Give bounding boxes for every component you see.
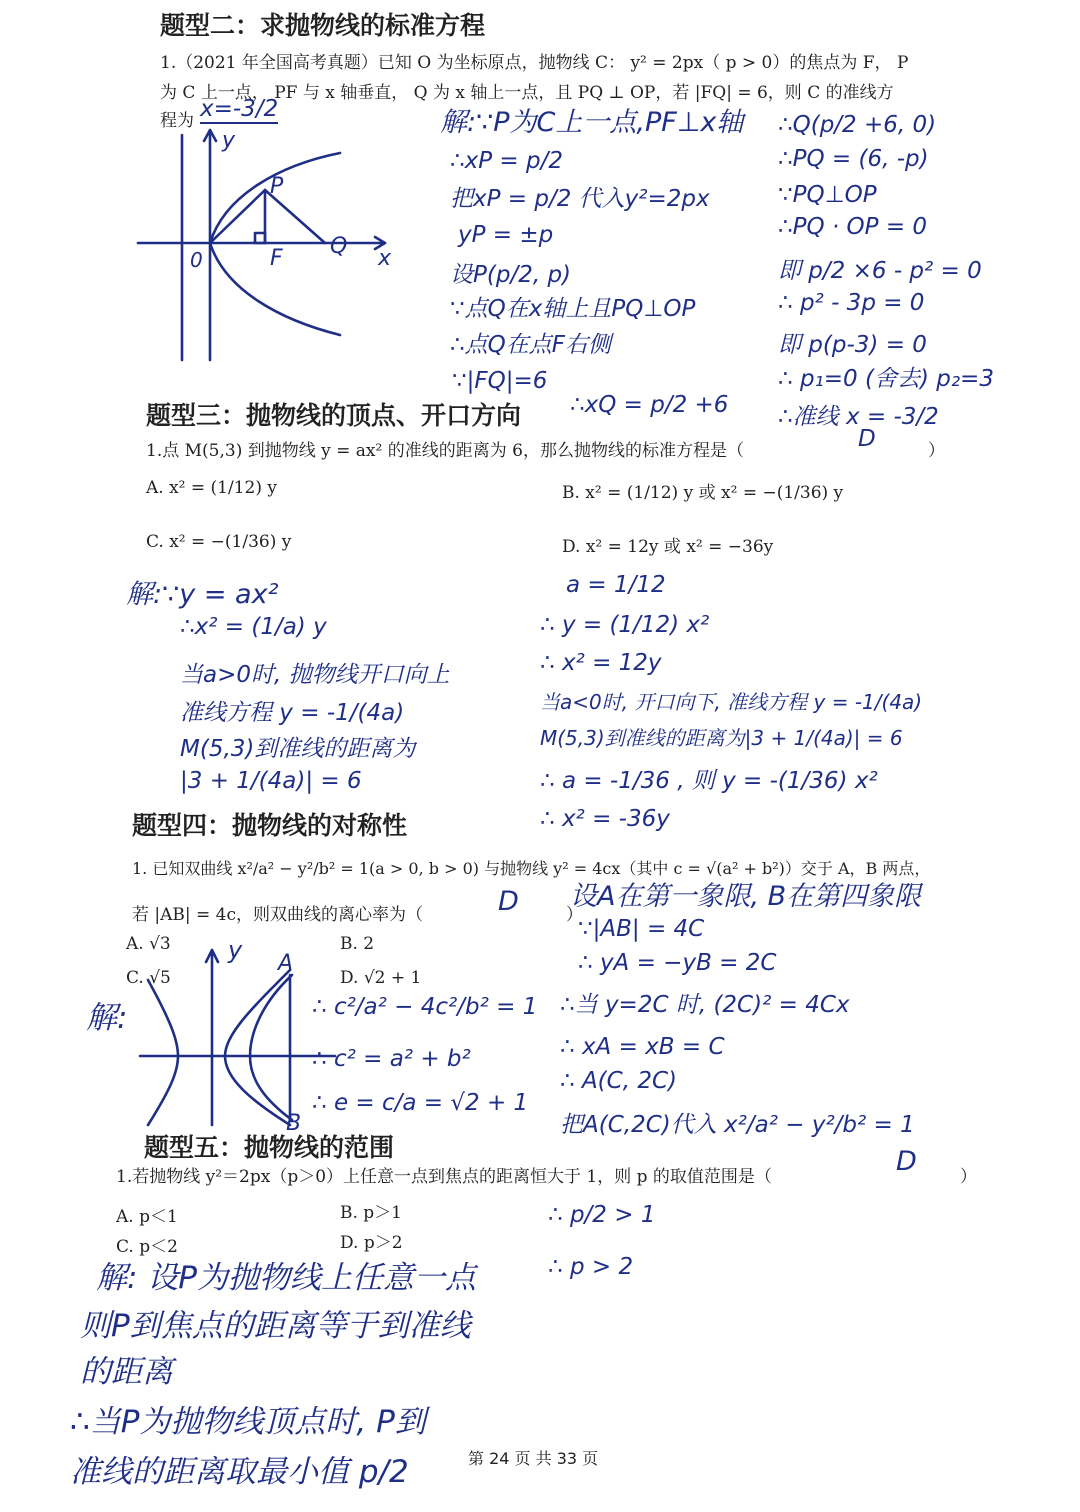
s4-question-line2: 若 |AB| = 4c，则双曲线的离心率为（ [132,905,424,925]
fig1-label-f: F [270,246,283,271]
fig2-label-y: y [228,936,243,964]
section-4-heading: 题型四：抛物线的对称性 [132,811,408,840]
s4-option-c: C. √5 [126,968,171,988]
s2-parabola-figure [130,125,430,365]
s2-sol-left-0: 解:∵P为C上一点,PF⊥x轴 [440,107,744,138]
s2-sol-right-6: 即 p(p-3) = 0 [778,332,927,358]
s4-sol-mid-1: ∴ c² = a² + b² [312,1046,471,1072]
s5-sol-left-2: 的距离 [80,1354,173,1390]
s3-sol-right-5: ∴ a = -1/36 , 则 y = -(1/36) x² [540,768,878,794]
s5-option-a: A. p＜1 [116,1207,178,1227]
s3-sol-right-6: ∴ x² = -36y [540,806,670,832]
s4-sol-right-5: ∴ A(C, 2C) [560,1068,677,1094]
s2-sol-right-2: ∵PQ⊥OP [778,182,877,208]
section-2-heading: 题型二：求抛物线的标准方程 [160,11,486,40]
hyperbola-right-branch [225,970,290,1125]
s4-sol-right-1: ∵|AB| = 4C [578,916,705,942]
fig2-parabola [250,975,292,1120]
s2-question-line3: 程为 [160,111,194,131]
s4-option-b: B. 2 [340,934,375,954]
s4-handwritten-answer: D [498,886,519,917]
s3-handwritten-answer: D [858,426,876,452]
right-angle-mark [255,233,265,243]
s3-option-c: C. x² = −(1/36) y [146,532,292,552]
section-5-heading: 题型五：抛物线的范围 [144,1133,395,1162]
s2-sol-right-8: ∴准线 x = -3/2 [778,404,939,430]
segment-op [210,190,265,243]
s4-question-close: ） [566,905,583,925]
s4-sol-right-6: 把A(C,2C)代入 x²/a² − y²/b² = 1 [560,1112,915,1138]
s2-handwritten-answer: x=-3/2 [200,96,279,122]
fig2-label-b: B [286,1111,302,1136]
page-footer: 第 24 页 共 33 页 [468,1449,599,1468]
s2-sol-right-4: 即 p/2 ×6 - p² = 0 [778,258,982,284]
s2-question-line2: 为 C 上一点， PF 与 x 轴垂直， Q 为 x 轴上一点，且 PQ ⊥ OP，若 |FQ| = 6，则 C 的准线方 [160,83,894,103]
hyperbola-left-branch [148,980,178,1125]
s2-question-line1: 1.（2021 年全国高考真题）已知 O 为坐标原点，抛物线 C： y² = 2px（ p > 0）的焦点为 F， P [160,53,909,73]
s5-handwritten-answer: D [896,1146,917,1177]
s4-sol-mid-0: ∴ c²/a² − 4c²/b² = 1 [312,994,538,1020]
fig1-label-y: y [222,128,236,153]
s3-sol-right-0: a = 1/12 [566,572,666,598]
s2-sol-left-2: 把xP = p/2 代入y²=2px [450,186,710,212]
s2-sol-left-7: ∵|FQ|=6 [452,368,548,394]
fig1-label-x: x [378,246,392,271]
s5-sol-left-4: 准线的距离取最小值 p/2 [70,1454,409,1490]
fig1-label-q: Q [330,234,348,259]
s5-sol-left-3: ∴当P为抛物线顶点时, P到 [70,1404,426,1440]
s4-option-d: D. √2 + 1 [340,968,422,988]
s5-option-c: C. p＜2 [116,1237,178,1257]
s3-question-close: ） [928,441,945,461]
s5-option-d: D. p＞2 [340,1233,403,1253]
s2-sol-left-3: yP = ±p [458,222,554,248]
s3-sol-right-2: ∴ x² = 12y [540,650,662,676]
s2-sol-left-6: ∴点Q在点F右侧 [450,332,611,358]
fig2-label-a: A [278,951,294,976]
s3-option-d: D. x² = 12y 或 x² = −36y [562,537,774,557]
s3-sol-left-5: |3 + 1/(4a)| = 6 [180,768,362,794]
s3-sol-left-4: M(5,3)到准线的距离为 [180,736,416,762]
s4-sol-right-3: ∴当 y=2C 时, (2C)² = 4Cx [560,992,850,1018]
s2-sol-left-8: ∴xQ = p/2 +6 [570,392,729,418]
s5-sol-left-1: 则P到焦点的距离等于到准线 [80,1308,471,1344]
fig1-label-p: P [270,174,284,199]
s5-question-close: ） [960,1167,977,1187]
s2-sol-right-1: ∴PQ = (6, -p) [778,146,929,172]
s4-sol-jie: 解: [86,1000,128,1036]
s3-option-b: B. x² = (1/12) y 或 x² = −(1/36) y [562,483,844,503]
s3-question: 1.点 M(5,3) 到抛物线 y = ax² 的准线的距离为 6，那么抛物线的标准方程是（ [146,441,744,461]
s2-sol-left-5: ∵点Q在x轴上且PQ⊥OP [450,296,696,322]
s3-sol-left-2: 当a>0时, 抛物线开口向上 [180,662,450,688]
s5-sol-left-0: 解: 设P为抛物线上任意一点 [96,1260,476,1296]
s3-sol-right-1: ∴ y = (1/12) x² [540,612,710,638]
s4-sol-right-0: 设A在第一象限, B在第四象限 [570,881,922,912]
s2-sol-left-4: 设P(p/2, p) [450,262,572,288]
s3-sol-right-4: M(5,3)到准线的距离为|3 + 1/(4a)| = 6 [540,726,903,750]
s2-sol-right-5: ∴ p² - 3p = 0 [778,290,925,316]
fig1-label-o: 0 [190,248,203,272]
s5-question: 1.若抛物线 y²＝2px（p＞0）上任意一点到焦点的距离恒大于 1，则 p 的取值范围是（ [116,1167,772,1187]
s4-sol-right-2: ∴ yA = −yB = 2C [578,950,777,976]
s3-sol-right-3: 当a<0时, 开口向下, 准线方程 y = -1/(4a) [540,690,923,714]
s2-sol-right-3: ∴PQ · OP = 0 [778,214,928,240]
s5-sol-right-0: ∴ p/2 > 1 [548,1202,656,1228]
s4-question-line1: 1. 已知双曲线 x²/a² − y²/b² = 1(a > 0, b > 0) 与抛物线 y² = 4cx（其中 c = √(a² + b²)）交于 A，B 两点， [132,859,931,878]
s2-sol-right-0: ∴Q(p/2 +6, 0) [778,112,937,138]
s3-sol-left-3: 准线方程 y = -1/(4a) [180,700,405,726]
s3-option-a: A. x² = (1/12) y [146,478,277,498]
s2-sol-right-7: ∴ p₁=0 (舍去) p₂=3 [778,366,994,392]
s4-sol-mid-2: ∴ e = c/a = √2 + 1 [312,1090,529,1116]
s4-sol-right-4: ∴ xA = xB = C [560,1034,725,1060]
s5-option-b: B. p＞1 [340,1203,402,1223]
s3-sol-left-1: ∴x² = (1/a) y [180,614,327,640]
s4-option-a: A. √3 [126,934,171,954]
s5-sol-right-1: ∴ p > 2 [548,1254,634,1280]
section-3-heading: 题型三：抛物线的顶点、开口方向 [146,401,522,430]
s2-sol-left-1: ∴xP = p/2 [450,148,563,174]
s3-sol-left-0: 解:∵y = ax² [126,579,279,610]
